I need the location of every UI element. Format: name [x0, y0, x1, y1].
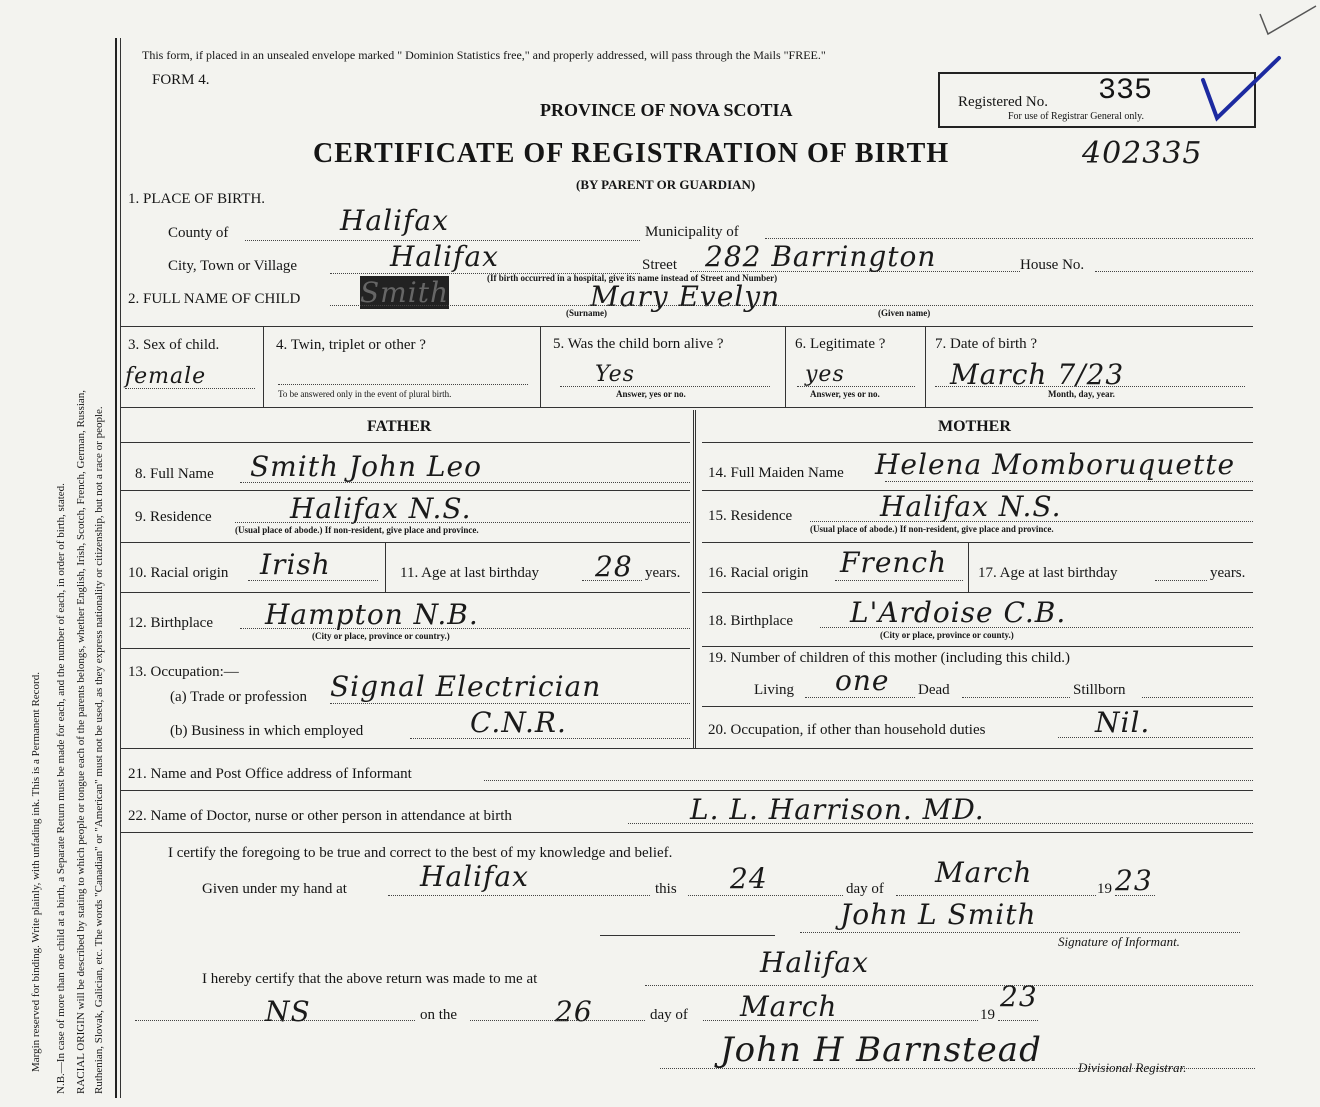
mother-birthplace-label: 18. Birthplace — [708, 613, 793, 629]
father-birthplace-label: 12. Birthplace — [128, 615, 213, 631]
this-label: this — [655, 881, 677, 897]
house-number-label: House No. — [1020, 257, 1085, 273]
father-trade-label: (a) Trade or profession — [170, 689, 308, 705]
surname-caption: (Surname) — [566, 308, 607, 318]
mother-birthplace-value: L'Ardoise C.B. — [850, 596, 1067, 629]
mail-notice: This form, if placed in an unsealed envelope marked " Dominion Statistics free," and properly addressed, will pass through the Mails "FREE." — [142, 48, 826, 62]
doctor-value: L. L. Harrison. MD. — [690, 793, 985, 826]
day-value: 24 — [730, 862, 768, 895]
mother-occupation-label: 20. Occupation, if other than household duties — [708, 722, 986, 738]
given-under-label: Given under my hand at — [202, 881, 347, 897]
legitimate-note: Answer, yes or no. — [810, 389, 880, 399]
form-number: FORM 4. — [152, 72, 210, 88]
mother-living-label: Living — [754, 682, 794, 698]
day-of-label: day of — [846, 881, 884, 897]
father-residence-value: Halifax N.S. — [290, 492, 472, 525]
father-residence-label: 9. Residence — [135, 509, 212, 525]
street-label: Street — [642, 257, 677, 273]
legitimate-value: yes — [805, 362, 845, 387]
margin-rule — [115, 38, 117, 1098]
father-birthplace-value: Hampton N.B. — [265, 598, 479, 631]
mother-children-label: 19. Number of children of this mother (including this child.) — [708, 650, 1071, 666]
mother-residence-note: (Usual place of abode.) If non-resident, give place and province. — [810, 524, 1054, 534]
registrar-signature: John H Barnstead — [720, 1030, 1042, 1070]
father-business-label: (b) Business in which employed — [170, 723, 364, 739]
margin-binding-note: Margin reserved for binding. Write plainly, with unfading ink. This is a Permanent Record. — [30, 672, 42, 1072]
twin-label: 4. Twin, triplet or other ? — [276, 337, 426, 353]
father-business-value: C.N.R. — [470, 706, 567, 739]
informant-signature-caption: Signature of Informant. — [1058, 934, 1180, 949]
pencil-tick-icon — [1258, 0, 1318, 40]
mother-dead-label: Dead — [918, 682, 950, 698]
year-prefix: 19 — [1097, 881, 1112, 897]
mother-residence-label: 15. Residence — [708, 508, 793, 524]
mother-name-value: Helena Momboruquette — [875, 448, 1236, 481]
street-value: 282 Barrington — [705, 240, 937, 273]
margin-nb-note: N.B.—In case of more than one child at a birth, a Separate Return must be made for each, and the number of each, in order of birth, stated. — [55, 483, 67, 1094]
born-alive-note: Answer, yes or no. — [616, 389, 686, 399]
mother-name-label: 14. Full Maiden Name — [708, 465, 844, 481]
father-racial-label: 10. Racial origin — [128, 565, 229, 581]
mother-heading: MOTHER — [938, 418, 1011, 435]
registrar-statement: I hereby certify that the above return was made to me at — [202, 971, 538, 987]
father-occupation-label: 13. Occupation:— — [128, 664, 239, 680]
on-the-label: on the — [420, 1007, 458, 1023]
mother-birthplace-note: (City or place, province or county.) — [880, 630, 1014, 640]
certify-statement: I certify the foregoing to be true and correct to the best of my knowledge and belief. — [168, 845, 673, 861]
hospital-note: (If birth occurred in a hospital, give its name instead of Street and Number) — [487, 273, 778, 283]
father-birthplace-note: (City or place, province or country.) — [312, 631, 450, 641]
informant-signature: John L Smith — [840, 898, 1037, 931]
county-label: County of — [168, 225, 229, 241]
child-surname-value: Smith — [360, 276, 449, 309]
registrar-day-of-label: day of — [650, 1007, 688, 1023]
child-name-label: 2. FULL NAME OF CHILD — [128, 291, 301, 307]
registrar-day-value: 26 — [555, 995, 593, 1028]
city-value: Halifax — [390, 240, 499, 273]
legitimate-label: 6. Legitimate ? — [795, 336, 886, 352]
mother-racial-value: French — [840, 546, 948, 579]
city-label: City, Town or Village — [168, 258, 298, 274]
sex-value: female — [125, 364, 207, 389]
registered-label: Registered No. — [958, 94, 1048, 110]
father-trade-value: Signal Electrician — [330, 670, 602, 703]
registrar-year-value: 23 — [1000, 980, 1038, 1013]
mother-occupation-value: Nil. — [1095, 706, 1151, 739]
mother-age-label: 17. Age at last birthday — [978, 565, 1118, 581]
margin-racial-note-2: Ruthenian, Slovak, Galician, etc. The words "Canadian" or "American" must not be used, as they express nationality or citizenship, but not a race or people. — [93, 406, 105, 1094]
municipality-label: Municipality of — [645, 224, 739, 240]
born-alive-label: 5. Was the child born alive ? — [553, 336, 724, 352]
father-age-unit: years. — [645, 565, 681, 581]
child-given-name-value: Mary Evelyn — [590, 280, 781, 313]
province-heading: PROVINCE OF NOVA SCOTIA — [540, 100, 793, 120]
date-of-birth-note: Month, day, year. — [1048, 389, 1115, 399]
informant-label: 21. Name and Post Office address of Informant — [128, 766, 412, 782]
father-age-label: 11. Age at last birthday — [400, 565, 539, 581]
registrar-signature-caption: Divisional Registrar. — [1078, 1060, 1187, 1075]
year-value: 23 — [1115, 864, 1153, 897]
margin-racial-note-1: RACIAL ORIGIN will be described by stating to which people or tongue each of the parents belongs, whether English, Irish, Scotch, French, German, Russian, — [75, 389, 87, 1094]
father-age-value: 28 — [595, 550, 633, 583]
registrar-year-prefix: 19 — [980, 1007, 995, 1023]
father-residence-note: (Usual place of abode.) If non-resident, give place and province. — [235, 525, 479, 535]
father-name-value: Smith John Leo — [250, 450, 482, 483]
date-of-birth-value: March 7/23 — [950, 358, 1125, 391]
registrar-line-value: NS — [265, 995, 311, 1028]
date-of-birth-label: 7. Date of birth ? — [935, 336, 1038, 352]
given-name-caption: (Given name) — [878, 308, 931, 318]
born-alive-value: Yes — [595, 362, 635, 387]
mother-stillborn-label: Stillborn — [1073, 682, 1126, 698]
mother-age-unit: years. — [1210, 565, 1246, 581]
father-heading: FATHER — [367, 418, 432, 435]
check-mark-icon — [1195, 50, 1285, 125]
certificate-subtitle: (BY PARENT OR GUARDIAN) — [576, 177, 756, 192]
county-value: Halifax — [340, 204, 449, 237]
month-value: March — [935, 856, 1033, 889]
mother-living-value: one — [835, 664, 890, 697]
registrar-place-value: Halifax — [760, 946, 869, 979]
doctor-label: 22. Name of Doctor, nurse or other person in attendance at birth — [128, 808, 512, 824]
certificate-number: 402335 — [1082, 136, 1203, 171]
registered-number: 335 — [1098, 74, 1153, 108]
father-name-label: 8. Full Name — [135, 466, 214, 482]
mother-residence-value: Halifax N.S. — [880, 490, 1062, 523]
sex-label: 3. Sex of child. — [128, 337, 220, 353]
father-racial-value: Irish — [260, 548, 331, 581]
twin-note: To be answered only in the event of plural birth. — [278, 389, 452, 399]
registrar-month-value: March — [740, 990, 838, 1023]
place-of-birth-heading: 1. PLACE OF BIRTH. — [128, 191, 266, 207]
certificate-title: CERTIFICATE OF REGISTRATION OF BIRTH — [313, 138, 950, 169]
mother-racial-label: 16. Racial origin — [708, 565, 809, 581]
registrar-note: For use of Registrar General only. — [1008, 111, 1144, 122]
margin-rule-inner — [120, 38, 121, 1098]
given-place-value: Halifax — [420, 860, 529, 893]
